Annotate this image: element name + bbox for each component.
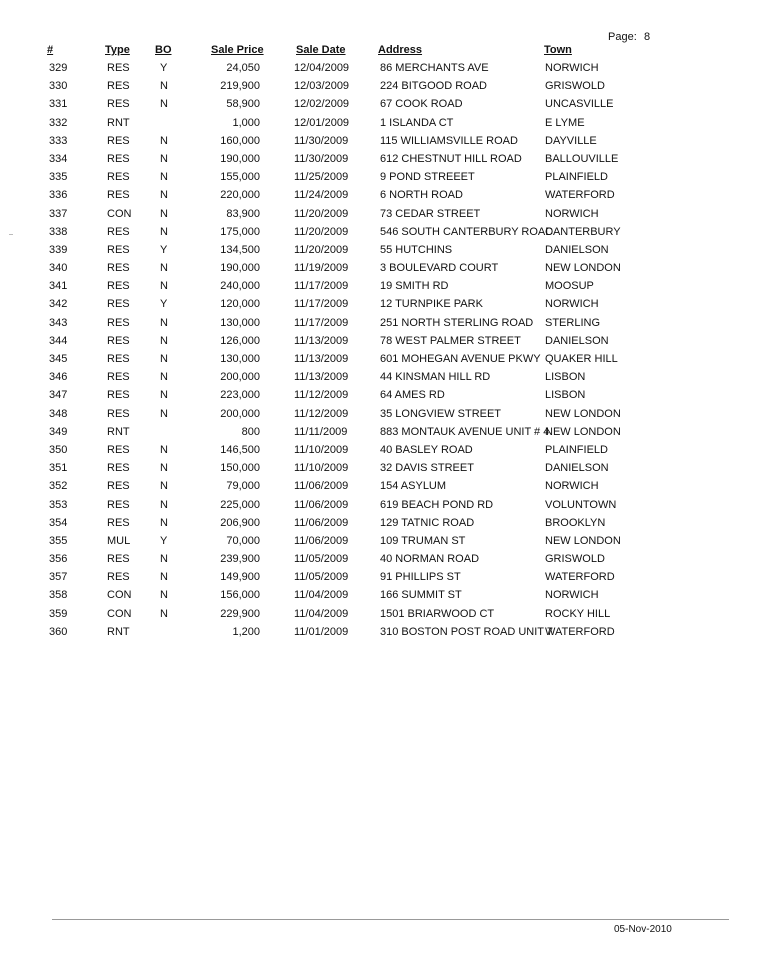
row-sale-date: 11/12/2009 xyxy=(294,389,349,402)
row-type: RES xyxy=(107,62,130,74)
row-town: QUAKER HILL xyxy=(545,353,618,365)
row-address: 19 SMITH RD xyxy=(380,280,449,293)
table-row xyxy=(0,278,768,296)
footer-date: 05-Nov-2010 xyxy=(614,924,672,935)
row-bo: Y xyxy=(160,243,168,256)
column-header-bo: BO xyxy=(155,44,172,56)
row-bo: Y xyxy=(160,298,168,311)
row-town: DANIELSON xyxy=(545,462,609,475)
row-sale-price: 146,500 xyxy=(220,443,260,456)
row-number: 347 xyxy=(49,389,68,402)
row-bo: N xyxy=(160,80,168,93)
row-type: RES xyxy=(107,280,130,293)
row-sale-price: 220,000 xyxy=(220,189,260,202)
table-row xyxy=(0,351,768,369)
row-sale-price: 70,000 xyxy=(226,534,260,547)
row-sale-date: 11/11/2009 xyxy=(294,425,348,438)
row-town: NEW LONDON xyxy=(545,407,621,420)
table-row xyxy=(0,387,768,405)
table-row xyxy=(0,424,768,442)
row-bo: N xyxy=(160,607,168,620)
row-bo: N xyxy=(160,152,168,165)
table-row xyxy=(0,187,768,205)
row-number: 350 xyxy=(49,443,68,456)
row-sale-date: 11/17/2009 xyxy=(294,298,349,311)
row-sale-date: 11/20/2009 xyxy=(294,207,349,220)
row-address: 40 NORMAN ROAD xyxy=(380,553,480,566)
row-bo: N xyxy=(160,353,168,365)
row-town: WATERFORD xyxy=(545,189,615,202)
table-row xyxy=(0,569,768,587)
row-address: 251 NORTH STERLING ROAD xyxy=(380,316,534,329)
row-address: 1 ISLANDA CT xyxy=(380,116,454,129)
column-header-town: Town xyxy=(544,44,572,56)
row-sale-price: 225,000 xyxy=(220,498,260,511)
row-sale-date: 11/30/2009 xyxy=(294,152,349,165)
row-town: LISBON xyxy=(545,371,586,384)
footer-rule xyxy=(52,919,729,920)
row-type: CON xyxy=(107,589,132,602)
row-bo: N xyxy=(160,334,168,347)
row-number: 329 xyxy=(49,62,68,74)
row-sale-date: 11/19/2009 xyxy=(294,262,349,275)
row-type: RES xyxy=(107,480,130,493)
row-town: DANIELSON xyxy=(545,243,609,256)
row-number: 360 xyxy=(49,625,68,638)
row-address: 109 TRUMAN ST xyxy=(380,534,466,547)
table-row xyxy=(0,242,768,260)
row-number: 333 xyxy=(49,134,68,147)
row-sale-price: 126,000 xyxy=(220,334,260,347)
row-bo: N xyxy=(160,462,168,475)
row-sale-date: 11/12/2009 xyxy=(294,407,349,420)
row-address: 91 PHILLIPS ST xyxy=(380,571,461,584)
row-address: 3 BOULEVARD COURT xyxy=(380,262,499,275)
row-sale-date: 11/20/2009 xyxy=(294,225,349,238)
row-sale-price: 1,000 xyxy=(232,116,260,129)
row-number: 331 xyxy=(49,98,68,111)
row-sale-price: 175,000 xyxy=(220,225,260,238)
row-type: CON xyxy=(107,607,132,620)
row-sale-date: 11/06/2009 xyxy=(294,516,349,529)
row-bo: N xyxy=(160,389,168,402)
row-town: NEW LONDON xyxy=(545,534,621,547)
row-address: 67 COOK ROAD xyxy=(380,98,463,111)
table-row xyxy=(0,406,768,424)
row-number: 332 xyxy=(49,116,68,129)
row-town: DAYVILLE xyxy=(545,134,597,147)
row-address: 35 LONGVIEW STREET xyxy=(380,407,502,420)
row-number: 356 xyxy=(49,553,68,566)
row-sale-date: 11/10/2009 xyxy=(294,443,349,456)
row-type: RES xyxy=(107,516,130,529)
row-sale-date: 11/20/2009 xyxy=(294,243,349,256)
row-number: 351 xyxy=(49,462,68,475)
row-address: 73 CEDAR STREET xyxy=(380,207,481,220)
row-bo: N xyxy=(160,498,168,511)
row-town: PLAINFIELD xyxy=(545,171,608,184)
row-sale-date: 11/24/2009 xyxy=(294,189,349,202)
row-type: MUL xyxy=(107,534,131,547)
row-town: WATERFORD xyxy=(545,625,615,638)
row-number: 355 xyxy=(49,534,68,547)
table-row xyxy=(0,515,768,533)
table-row xyxy=(0,551,768,569)
row-type: RNT xyxy=(107,425,130,438)
row-number: 341 xyxy=(49,280,68,293)
row-number: 340 xyxy=(49,262,68,275)
row-sale-date: 11/13/2009 xyxy=(294,334,349,347)
row-number: 348 xyxy=(49,407,68,420)
row-sale-date: 11/06/2009 xyxy=(294,534,349,547)
row-sale-date: 11/06/2009 xyxy=(294,480,349,493)
row-sale-date: 11/10/2009 xyxy=(294,462,349,475)
row-bo: N xyxy=(160,443,168,456)
row-number: 338 xyxy=(49,225,68,238)
row-bo: N xyxy=(160,407,168,420)
row-type: RES xyxy=(107,443,130,456)
row-number: 357 xyxy=(49,571,68,584)
row-town: BALLOUVILLE xyxy=(545,152,619,165)
row-town: DANIELSON xyxy=(545,334,609,347)
row-bo: N xyxy=(160,589,168,602)
table-row xyxy=(0,587,768,605)
sales-table xyxy=(0,60,768,642)
row-sale-price: 58,900 xyxy=(226,98,260,111)
row-bo: N xyxy=(160,571,168,584)
row-type: RES xyxy=(107,262,130,275)
row-number: 335 xyxy=(49,171,68,184)
row-bo: Y xyxy=(160,62,168,74)
row-number: 343 xyxy=(49,316,68,329)
table-row xyxy=(0,60,768,78)
row-type: RES xyxy=(107,389,130,402)
row-number: 359 xyxy=(49,607,68,620)
row-type: CON xyxy=(107,207,132,220)
row-type: RES xyxy=(107,498,130,511)
row-town: PLAINFIELD xyxy=(545,443,608,456)
row-type: RES xyxy=(107,371,130,384)
row-number: 344 xyxy=(49,334,68,347)
row-sale-price: 200,000 xyxy=(220,371,260,384)
row-bo: N xyxy=(160,280,168,293)
row-town: BROOKLYN xyxy=(545,516,606,529)
row-sale-date: 11/25/2009 xyxy=(294,171,349,184)
table-row xyxy=(0,606,768,624)
table-row xyxy=(0,333,768,351)
row-address: 154 ASYLUM xyxy=(380,480,447,493)
column-header-address: Address xyxy=(378,44,423,56)
row-address: 12 TURNPIKE PARK xyxy=(380,298,483,311)
row-type: RNT xyxy=(107,625,130,638)
row-sale-date: 11/17/2009 xyxy=(294,280,349,293)
row-address: 86 MERCHANTS AVE xyxy=(380,62,489,74)
row-town: NORWICH xyxy=(545,589,599,602)
table-row xyxy=(0,624,768,642)
row-address: 166 SUMMIT ST xyxy=(380,589,462,602)
table-row xyxy=(0,478,768,496)
row-type: RES xyxy=(107,134,130,147)
row-type: RES xyxy=(107,353,130,365)
table-row xyxy=(0,96,768,114)
row-sale-price: 130,000 xyxy=(220,353,260,365)
row-bo: N xyxy=(160,98,168,111)
row-town: WATERFORD xyxy=(545,571,615,584)
row-address: 546 SOUTH CANTERBURY ROAD xyxy=(380,225,554,238)
row-sale-date: 11/06/2009 xyxy=(294,498,349,511)
column-header-type: Type xyxy=(105,44,130,56)
row-town: NEW LONDON xyxy=(545,425,621,438)
row-address: 1501 BRIARWOOD CT xyxy=(380,607,495,620)
row-town: MOOSUP xyxy=(545,280,594,293)
table-row xyxy=(0,369,768,387)
table-row xyxy=(0,497,768,515)
row-town: LISBON xyxy=(545,389,586,402)
row-sale-price: 130,000 xyxy=(220,316,260,329)
table-row xyxy=(0,315,768,333)
row-type: RES xyxy=(107,171,130,184)
row-sale-date: 12/02/2009 xyxy=(294,98,350,111)
row-type: RNT xyxy=(107,116,130,129)
row-type: RES xyxy=(107,334,130,347)
page-number: 8 xyxy=(644,31,651,43)
row-address: 78 WEST PALMER STREET xyxy=(380,334,521,347)
row-sale-price: 160,000 xyxy=(220,134,260,147)
row-sale-price: 190,000 xyxy=(220,152,260,165)
row-town: ROCKY HILL xyxy=(545,607,611,620)
table-row xyxy=(0,206,768,224)
row-number: 342 xyxy=(49,298,68,311)
row-sale-date: 11/13/2009 xyxy=(294,353,349,365)
row-town: UNCASVILLE xyxy=(545,98,614,111)
row-sale-date: 12/04/2009 xyxy=(294,62,350,74)
row-bo: N xyxy=(160,189,168,202)
row-sale-price: 83,900 xyxy=(226,207,260,220)
row-town: NEW LONDON xyxy=(545,262,621,275)
row-number: 353 xyxy=(49,498,68,511)
row-address: 9 POND STREEET xyxy=(380,171,475,184)
row-town: GRISWOLD xyxy=(545,553,605,566)
row-number: 345 xyxy=(49,353,68,365)
row-town: NORWICH xyxy=(545,480,599,493)
row-type: RES xyxy=(107,571,130,584)
row-sale-price: 156,000 xyxy=(220,589,260,602)
row-address: 40 BASLEY ROAD xyxy=(380,443,473,456)
row-bo: N xyxy=(160,225,168,238)
row-type: RES xyxy=(107,152,130,165)
row-sale-date: 11/04/2009 xyxy=(294,589,349,602)
row-number: 346 xyxy=(49,371,68,384)
row-number: 337 xyxy=(49,207,68,220)
row-address: 612 CHESTNUT HILL ROAD xyxy=(380,152,522,165)
table-row xyxy=(0,78,768,96)
table-row xyxy=(0,533,768,551)
row-sale-price: 206,900 xyxy=(220,516,260,529)
row-sale-price: 134,500 xyxy=(220,243,260,256)
row-number: 354 xyxy=(49,516,68,529)
row-type: RES xyxy=(107,80,130,93)
row-town: STERLING xyxy=(545,316,601,329)
row-sale-date: 11/30/2009 xyxy=(294,134,349,147)
row-address: 115 WILLIAMSVILLE ROAD xyxy=(380,134,518,147)
table-row xyxy=(0,169,768,187)
column-header-number: # xyxy=(47,44,54,56)
row-type: RES xyxy=(107,189,130,202)
row-type: RES xyxy=(107,462,130,475)
row-sale-date: 12/01/2009 xyxy=(294,116,350,129)
row-sale-price: 239,900 xyxy=(220,553,260,566)
table-row xyxy=(0,115,768,133)
row-sale-date: 12/03/2009 xyxy=(294,80,350,93)
row-sale-price: 190,000 xyxy=(220,262,260,275)
row-town: VOLUNTOWN xyxy=(545,498,617,511)
row-number: 358 xyxy=(49,589,68,602)
row-bo: N xyxy=(160,480,168,493)
row-type: RES xyxy=(107,316,130,329)
row-number: 339 xyxy=(49,243,68,256)
row-bo: N xyxy=(160,171,168,184)
row-sale-price: 120,000 xyxy=(220,298,260,311)
row-town: NORWICH xyxy=(545,298,599,311)
row-type: RES xyxy=(107,243,130,256)
row-address: 129 TATNIC ROAD xyxy=(380,516,475,529)
row-type: RES xyxy=(107,225,130,238)
row-sale-price: 24,050 xyxy=(226,62,260,74)
row-sale-date: 11/05/2009 xyxy=(294,553,349,566)
row-sale-date: 11/17/2009 xyxy=(294,316,349,329)
row-address: 32 DAVIS STREET xyxy=(380,462,474,475)
row-town: E LYME xyxy=(545,116,585,129)
row-town: NORWICH xyxy=(545,62,599,74)
row-address: 55 HUTCHINS xyxy=(380,243,453,256)
row-address: 883 MONTAUK AVENUE UNIT # 4 xyxy=(380,425,550,438)
row-sale-price: 79,000 xyxy=(226,480,260,493)
row-bo: N xyxy=(160,262,168,275)
row-address: 310 BOSTON POST ROAD UNIT 7 xyxy=(380,625,553,638)
row-bo: N xyxy=(160,207,168,220)
row-sale-date: 11/13/2009 xyxy=(294,371,349,384)
row-number: 334 xyxy=(49,152,68,165)
row-bo: N xyxy=(160,371,168,384)
row-type: RES xyxy=(107,298,130,311)
column-header-sale-date: Sale Date xyxy=(296,44,346,56)
row-sale-date: 11/04/2009 xyxy=(294,607,349,620)
row-sale-price: 149,900 xyxy=(220,571,260,584)
table-row xyxy=(0,133,768,151)
table-row xyxy=(0,260,768,278)
row-type: RES xyxy=(107,553,130,566)
table-row xyxy=(0,460,768,478)
row-town: CANTERBURY xyxy=(545,225,621,238)
column-header-sale-price: Sale Price xyxy=(211,44,264,56)
row-bo: N xyxy=(160,134,168,147)
table-row xyxy=(0,442,768,460)
row-bo: N xyxy=(160,516,168,529)
row-sale-date: 11/05/2009 xyxy=(294,571,349,584)
row-address: 224 BITGOOD ROAD xyxy=(380,80,487,93)
row-address: 601 MOHEGAN AVENUE PKWY xyxy=(380,353,541,365)
row-sale-price: 200,000 xyxy=(220,407,260,420)
table-row xyxy=(0,224,768,242)
row-bo: Y xyxy=(160,534,168,547)
page-label: Page: xyxy=(608,31,637,43)
row-address: 64 AMES RD xyxy=(380,389,445,402)
row-address: 619 BEACH POND RD xyxy=(380,498,494,511)
row-number: 352 xyxy=(49,480,68,493)
row-sale-price: 155,000 xyxy=(220,171,260,184)
row-town: NORWICH xyxy=(545,207,599,220)
row-sale-price: 1,200 xyxy=(232,625,260,638)
row-number: 349 xyxy=(49,425,68,438)
row-address: 6 NORTH ROAD xyxy=(380,189,463,202)
row-number: 336 xyxy=(49,189,68,202)
row-sale-price: 219,900 xyxy=(220,80,260,93)
row-sale-price: 223,000 xyxy=(220,389,260,402)
row-sale-price: 150,000 xyxy=(220,462,260,475)
row-sale-date: 11/01/2009 xyxy=(294,625,349,638)
row-sale-price: 229,900 xyxy=(220,607,260,620)
row-sale-price: 240,000 xyxy=(220,280,260,293)
table-row xyxy=(0,296,768,314)
row-type: RES xyxy=(107,407,130,420)
row-town: GRISWOLD xyxy=(545,80,605,93)
row-bo: N xyxy=(160,553,168,566)
row-number: 330 xyxy=(49,80,68,93)
row-bo: N xyxy=(160,316,168,329)
row-sale-price: 800 xyxy=(241,425,260,438)
row-address: 44 KINSMAN HILL RD xyxy=(380,371,491,384)
row-type: RES xyxy=(107,98,130,111)
table-row xyxy=(0,151,768,169)
